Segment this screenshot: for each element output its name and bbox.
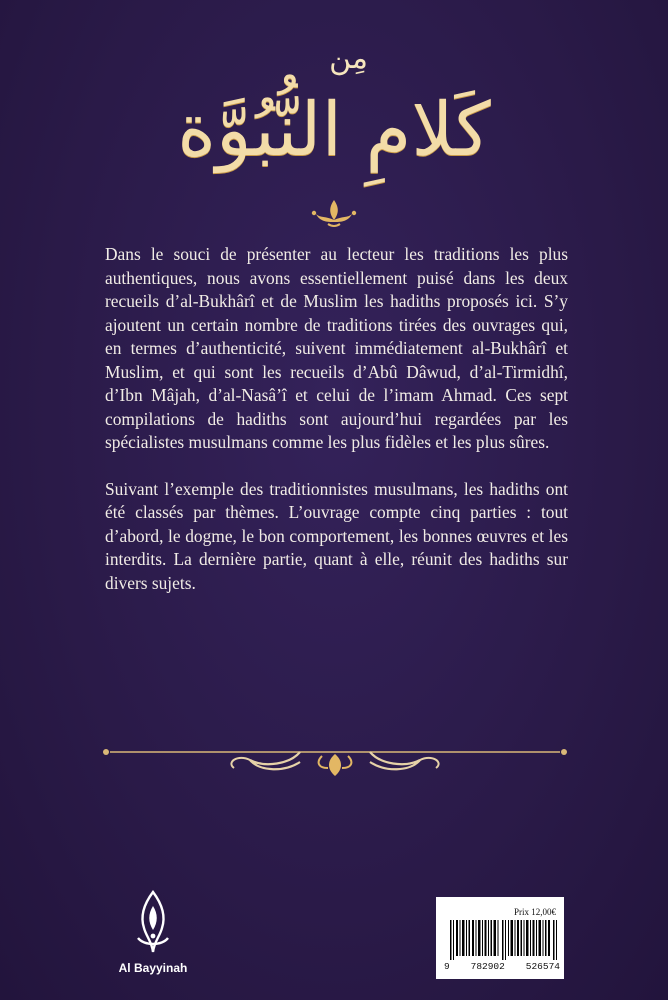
publisher-emblem-icon	[130, 888, 176, 956]
arabic-title-line1: مِن	[329, 41, 368, 76]
isbn-number	[444, 961, 560, 972]
paragraph-2: Suivant l’exemple des traditionnistes musulmans, les hadiths ont été classés par thèmes. L’ouvrage compte cinq parties : tout d’abord, le dogme, le bon comportement, les bonnes œuvres et les interdits. La dernière partie, quant à elle, réunit des hadiths sur divers sujets.	[105, 478, 568, 593]
barcode-icon	[450, 920, 558, 960]
isbn-digit-group: 782902	[470, 961, 505, 972]
isbn-digit-group: 9	[444, 961, 450, 972]
fleuron-ornament-icon	[310, 198, 358, 228]
back-cover-text	[105, 243, 568, 618]
publisher-logo	[108, 888, 198, 978]
publisher-name: Al Bayyinah	[118, 961, 188, 975]
isbn-digit-group: 526574	[525, 961, 560, 972]
arabic-title-line2: كَلامِ النُّبُوَّة	[177, 87, 491, 173]
paragraph-1: Dans le souci de présenter au lecteur les traditions les plus authentiques, nous avons essentiellement puisé dans les deux recueils d’al-Bukhârî et de Muslim les hadiths proposés ici. S’y ajoutent un certain nombre de traditions tirées des ouvrages qui, en termes d’authenticité, suivent immédiatement al-Bukhârî et Muslim, et qui sont les recueils d’Abû Dâwud, d’al-Tirmidhî, d’Ibn Mâjah, d’al-Nasâ’î et celui de l’imam Ahmad. Ces sept compilations de hadiths sont aujourd’hui regardées par les spécialistes musulmans comme les plus fidèles et les plus sûres.	[105, 244, 568, 452]
arabic-title	[0, 40, 668, 190]
price-label: Prix 12,00€	[513, 907, 556, 917]
ornamental-divider-icon	[100, 738, 570, 782]
barcode-label	[436, 897, 564, 979]
